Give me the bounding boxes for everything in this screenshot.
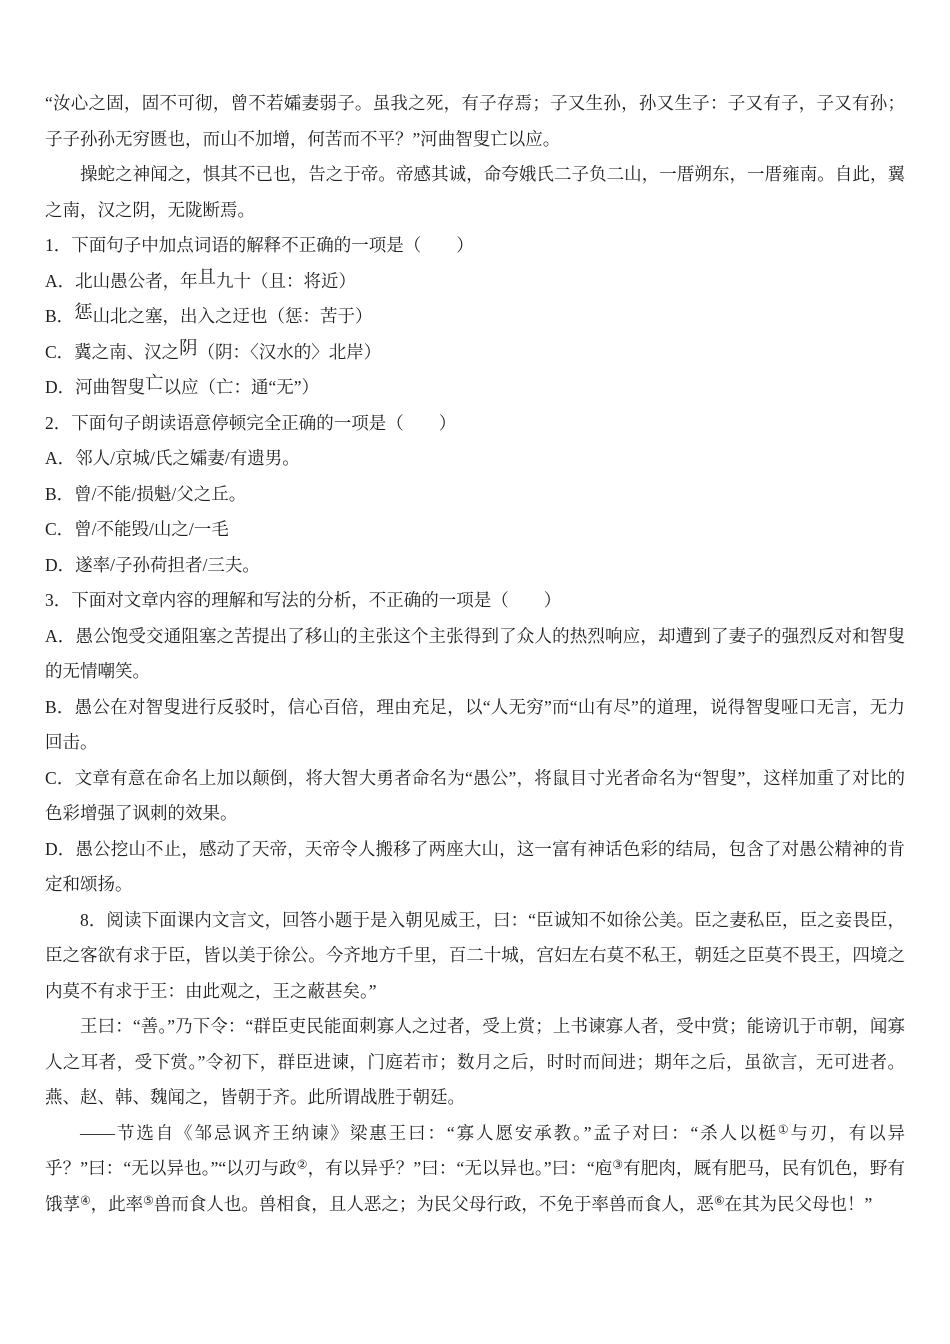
emphasized-char: 且 — [197, 266, 217, 287]
text-run: A．北山愚公者，年 — [45, 270, 198, 291]
question-3-option-c — [45, 761, 905, 832]
text-run: C．曾/不能毁/山之/一毛 — [45, 519, 229, 539]
text-run: 与刃，有以异乎？”曰：“无以异也。”“以刃与政 — [45, 1122, 905, 1178]
question-2-option-c — [45, 512, 905, 548]
text-run: “汝心之固，固不可彻，曾不若孀妻弱子。虽我之死，有子存焉；子又生孙，孙又生子：子又有子，子又有孙；子子孙孙无穷匮也，而山不加增，何苦而不平？”河曲智叟亡以应。 — [45, 93, 905, 149]
text-run: （阴：〈汉水的〉北岸） — [197, 341, 382, 362]
text-run: 在其为民父母也！” — [724, 1193, 873, 1214]
text-run: B． — [45, 306, 75, 326]
text-run: A．愚公饱受交通阻塞之苦提出了移山的主张这个主张得到了众人的热烈响应，却遭到了妻子的强烈反对和智叟的无情嘲笑。 — [45, 625, 905, 681]
text-run: 8．阅读下面课内文言文，回答小题 — [80, 909, 353, 930]
question-2-option-b — [45, 477, 905, 513]
text-run: 有肥肉，厩有肥马，民有饥色，野有饿莩 — [45, 1158, 905, 1214]
emphasized-char: 阴 — [179, 337, 198, 358]
question-2-option-d — [45, 548, 905, 584]
question-3-option-d — [45, 832, 905, 903]
text-run: 操蛇之神闻之，惧其不已也，告之于帝。帝感其诚，命夸娥氏二子负二山，一厝朔东，一厝雍南。自此，翼之南，汉之阴，无陇断焉。 — [45, 164, 905, 220]
passage-yugong-line-1 — [45, 86, 905, 157]
text-run: D．河曲智叟 — [45, 377, 146, 397]
question-3-option-b — [45, 690, 905, 761]
text-run: 于是入朝见威王，曰：“臣诚知不如徐公美。臣之妻私臣，臣之妾畏臣，臣之客欲有求于臣，皆以美于徐公。今齐地方千里，百二十城，宫妇左右莫不私王，朝廷之臣莫不畏王，四境之内莫不有求于王：由此观之，王之蔽甚矣。” — [45, 909, 906, 1001]
text-run: C．冀之南、汉之 — [45, 341, 180, 362]
emphasized-char: 惩 — [74, 302, 93, 322]
passage-zouji-king-decree — [45, 1009, 905, 1116]
emphasized-char: 亡 — [145, 373, 164, 393]
footnote-number: ② — [296, 1157, 308, 1172]
question-8-intro-and-passage — [45, 903, 905, 1010]
question-1-stem — [45, 228, 905, 264]
text-run: 兽而食人也。兽相食，且人恶之；为民父母行政，不免于率兽而食人，恶 — [153, 1193, 714, 1214]
text-run: A．邻人/京城/氏之孀妻/有遗男。 — [45, 448, 300, 468]
question-3-option-a — [45, 619, 905, 690]
question-1-option-a — [45, 264, 905, 300]
text-run: ，此率 — [90, 1193, 144, 1214]
text-run: 山北之塞，出入之迂也（惩：苦于） — [92, 306, 373, 326]
question-3-stem — [45, 583, 905, 619]
text-run: B．曾/不能/损魁/父之丘。 — [45, 483, 247, 504]
document-body — [45, 86, 905, 1222]
footnote-number: ⑥ — [713, 1193, 725, 1208]
text-run: 1．下面句子中加点词语的解释不正确的一项是（ ） — [45, 235, 474, 255]
text-run: D．愚公挖山不止，感动了天帝，天帝令人搬移了两座大山，这一富有神话色彩的结局，包含了对愚公精神的肯定和颂扬。 — [45, 838, 905, 894]
footnote-number: ① — [777, 1122, 791, 1137]
text-run: ，有以异乎？”曰：“无以异也。”曰：“庖 — [307, 1158, 613, 1178]
text-run: 3．下面对文章内容的理解和写法的分析，不正确的一项是（ ） — [45, 590, 562, 610]
text-run: C．文章有意在命名上加以颠倒，将大智大勇者命名为“愚公”，将鼠目寸光者命名为“智叟”，这样加重了对比的色彩增强了讽刺的效果。 — [45, 767, 905, 823]
question-1-option-d — [45, 370, 905, 406]
question-1-option-c — [45, 335, 905, 371]
text-run: 2．下面句子朗读语意停顿完全正确的一项是（ ） — [45, 412, 457, 433]
question-2-stem — [45, 406, 905, 442]
text-run: D．遂率/子孙荷担者/三夫。 — [45, 554, 260, 575]
question-1-option-b — [45, 299, 905, 335]
passage-source-and-mengzi — [45, 1116, 905, 1223]
text-run: 以应（亡：通“无”） — [163, 377, 320, 397]
text-run: B．愚公在对智叟进行反驳时，信心百倍，理由充足，以“人无穷”而“山有尽”的道理，说得智叟哑口无言，无力回击。 — [45, 696, 905, 752]
text-run: 王曰：“善。”乃下令：“群臣吏民能面刺寡人之过者，受上赏；上书谏寡人者，受中赏；能谤讥于市朝，闻寡人之耳者，受下赏。”令初下，群臣进谏，门庭若市；数月之后，时时而间进；期年之后，虽欲言，无可进者。燕、赵、韩、魏闻之，皆朝于齐。此所谓战胜于朝廷。 — [45, 1016, 905, 1107]
footnote-number: ③ — [612, 1157, 624, 1172]
question-2-option-a — [45, 441, 905, 477]
text-run: 九十（且：将近） — [216, 270, 357, 291]
text-run: ——节选自《邹忌讽齐王纳谏》梁惠王曰：“寡人愿安承教。”孟子对曰：“杀人以梃 — [80, 1122, 778, 1143]
passage-yugong-line-2 — [45, 157, 905, 228]
footnote-number: ⑤ — [143, 1193, 154, 1208]
footnote-number: ④ — [80, 1193, 91, 1208]
